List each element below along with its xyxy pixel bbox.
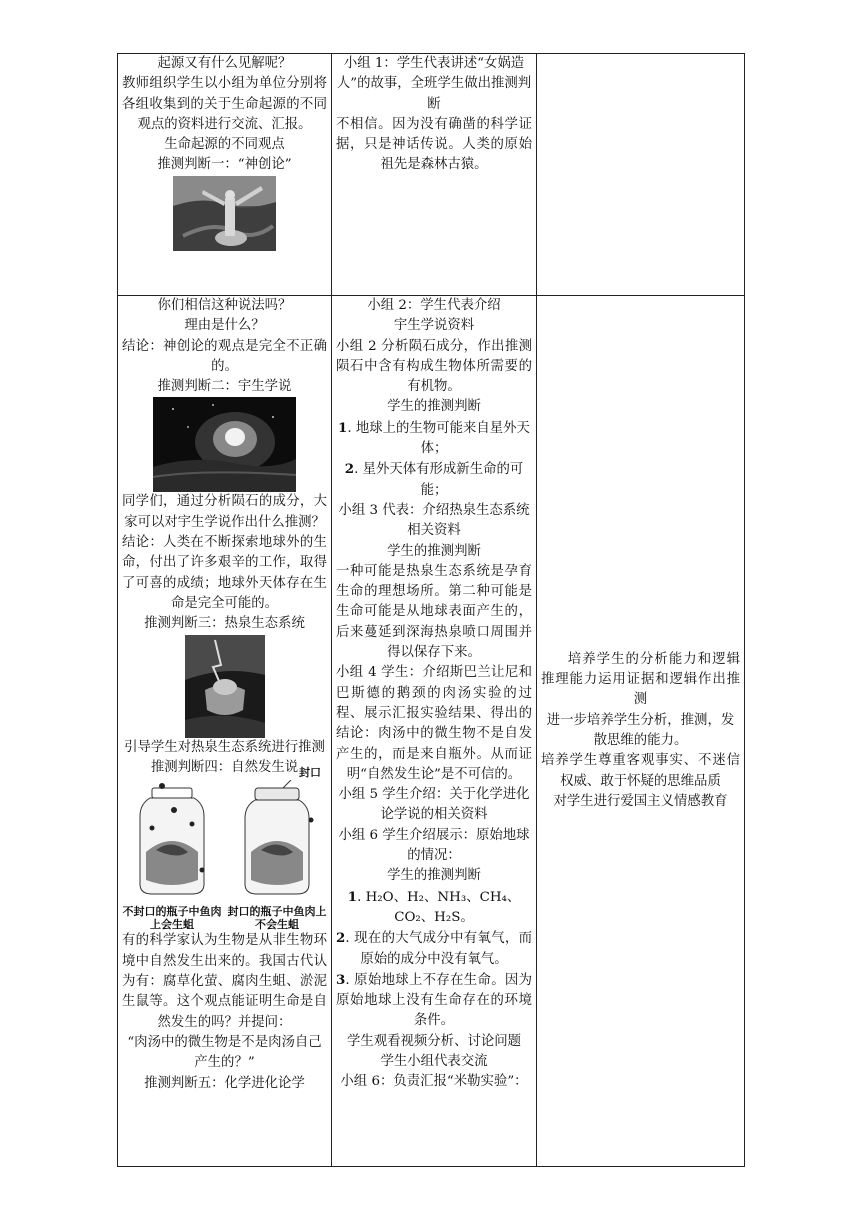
text-line: 培养学生的分析能力和逻辑推理能力运用证据和逻辑作出推测 <box>541 651 740 708</box>
text-line: 小组 6：负责汇报“米勒实验”： <box>340 1074 528 1090</box>
text-line: 一种可能是热泉生态系统是孕育生命的理想场所。第二种可能是生命可能是从地球表面产生的，后来蔓延到深海热泉喷口周围并得以保存下来。 <box>336 563 532 661</box>
text-line: 小组 1：学生代表讲述“女娲造人”的故事，全班学生做出推测判断 <box>336 56 532 112</box>
text-line: 你们相信这种说法吗？ <box>157 298 292 313</box>
text-line: 小组 2：学生代表介绍 <box>367 298 501 313</box>
numbered-item: 3. 原始地球上不存在生命。因为原始地球上没有生命存在的环境条件。 <box>336 971 532 1029</box>
teacher-activity-cell <box>118 296 332 1167</box>
text-line: 结论：人类在不断探索地球外的生命，付出了许多艰辛的工作，取得了可喜的成绩；地球外天体存在生命是完全可能的。 <box>122 535 327 611</box>
teacher-activity-cell <box>118 54 332 296</box>
design-intent-cell <box>537 54 745 296</box>
text-line: 学生的推测判断 <box>387 543 481 559</box>
sealed-jar-image <box>227 780 327 898</box>
text-line: 教师组织学生以小组为单位分别将各组收集到的关于生命起源的不同观点的资料进行交流、汇报。 <box>122 76 327 132</box>
text-line: 培养学生尊重客观事实、不迷信权威、敢于怀疑的思维品质 <box>541 753 740 789</box>
open-jar-caption: 不封口的瓶子中鱼肉上会生蛆 <box>122 905 222 932</box>
text-line: 生命起源的不同观点 <box>164 137 285 153</box>
text-line: 起源又有什么见解呢？ <box>157 56 292 71</box>
text-line: 推测判断二：宇生学说 <box>157 379 292 395</box>
text-line: 宇生学说资料 <box>393 318 475 334</box>
numbered-item: 2. 星外天体有形成新生命的可能； <box>344 461 524 498</box>
text-line: 对学生进行爱国主义情感教育 <box>553 793 728 809</box>
sealed-jar <box>227 766 327 932</box>
meteor-impact-image <box>153 397 296 492</box>
text-line: 进一步培养学生分析，推测，发散思维的能力。 <box>546 712 735 748</box>
hydrothermal-vent-image <box>185 635 265 738</box>
text-line: 有的科学家认为生物是从非生物环境中自然发生出来的。我国古代认为有：腐草化萤、腐肉生蛆、淤泥生鼠等。这个观点能证明生命是自然发生的吗？并提问： <box>122 933 327 1030</box>
numbered-item: 2. 现在的大气成分中有氧气，而原始的成分中没有氧气。 <box>336 930 532 967</box>
text-line: 学生的推测判断 <box>387 868 481 884</box>
text-line: 小组 5 学生介绍：关于化学进化论学说的相关资料 <box>338 787 530 823</box>
lesson-plan-table <box>117 53 745 1167</box>
text-line: 学生小组代表交流 <box>380 1053 488 1069</box>
sealed-jar-caption: 封口的瓶子中鱼肉上不会生蛆 <box>227 905 327 932</box>
student-activity-cell <box>332 296 537 1167</box>
open-jar-image <box>122 780 222 898</box>
text-line: 结论：神创论的观点是完全不正确的。 <box>122 338 327 374</box>
gas-list-item: 1. H₂O、H₂、NH₃、CH₄、CO₂、H₂S。 <box>347 888 521 925</box>
table-row <box>118 54 745 296</box>
text-line: 小组 2 分析陨石成分，作出推测陨石中含有构成生物体所需要的有机物。 <box>336 338 532 395</box>
text-line: 推测判断一：“神创论” <box>157 157 292 173</box>
text-line: 不相信。因为没有确凿的科学证据，只是神话传说。人类的原始祖先是森林古猿。 <box>336 116 532 173</box>
text-line: 推测判断三：热泉生态系统 <box>144 616 305 632</box>
table-row <box>118 296 745 1167</box>
text-line: 小组 6 学生介绍展示：原始地球的情况： <box>338 827 530 864</box>
text-line: 引导学生对热泉生态系统进行推测 <box>124 739 325 755</box>
text-line: 推测判断五：化学进化论学 <box>144 1075 305 1091</box>
text-line: 小组 4 学生：介绍斯巴兰让尼和巴斯德的鹅颈的肉汤实验的过程、展示汇报实验结果、得出的结论：肉汤中的微生物不是自发产生的，而是来自瓶外。从而证明“自然发生论”是不可信的。 <box>336 665 532 782</box>
text-line: 学生的推测判断 <box>387 399 481 415</box>
text-line: 学生观看视频分析、讨论问题 <box>346 1033 522 1049</box>
numbered-item: 1. 地球上的生物可能来自星外天体； <box>338 419 530 457</box>
creation-statue-image <box>173 176 276 251</box>
text-line: 推测判断四：自然发生说 <box>150 759 299 775</box>
text-line: “肉汤中的微生物是不是肉汤自己产生的？” <box>127 1034 322 1071</box>
text-line: 小组 3 代表：介绍热泉生态系统相关资料 <box>338 502 530 539</box>
open-jar <box>122 780 222 931</box>
design-intent-cell <box>537 296 745 1167</box>
seal-label: 封口 <box>299 766 321 780</box>
text-line: 同学们，通过分析陨石的成分，大家可以对宇生学说作出什么推测？ <box>122 494 327 530</box>
text-line: 理由是什么？ <box>184 318 265 334</box>
student-activity-cell <box>332 54 537 296</box>
